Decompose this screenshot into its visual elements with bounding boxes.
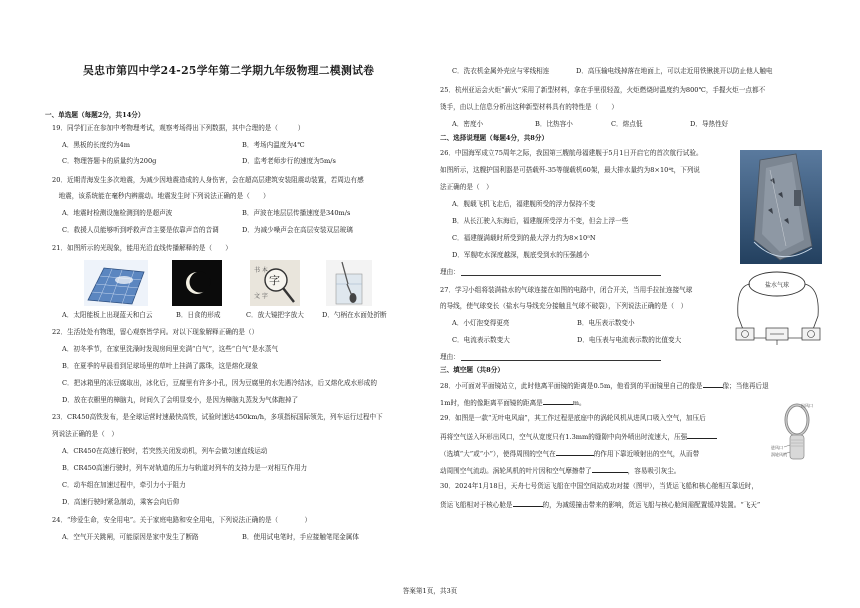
svg-text:字: 字 bbox=[269, 274, 280, 287]
q26-option-c: C．福建舰满载时所受到的最大浮力约为8×10⁵N bbox=[452, 234, 596, 242]
q28-line1-text-end: 像；当他再后退 bbox=[722, 382, 769, 390]
q30-line2-text-end: 的，为减缓撞击带来的影响，货运飞船与核心舱间需配置缓冲装置。“飞天” bbox=[542, 501, 761, 509]
spoon-in-water-image bbox=[326, 260, 372, 306]
bladeless-fan-image bbox=[770, 400, 825, 466]
q28-line2-text-end: m。 bbox=[572, 399, 586, 407]
magnifier-image bbox=[250, 260, 300, 306]
fan-outlet-label: 出风口 bbox=[801, 403, 813, 408]
q20-option-c: C．救援人员能够听到呼救声音主要是依靠声音的音调 bbox=[62, 226, 219, 234]
q26-reason-line bbox=[461, 275, 661, 276]
q19-stem: 19．同学们正在参加中考物理考试，观察考场得出下列数据，其中合理的是（ ） bbox=[52, 124, 305, 132]
section-heading-fill-blank: 三、填空题（共8分） bbox=[440, 366, 504, 374]
q27-reason-label: 理由： bbox=[440, 353, 460, 361]
q21-option-d: D．勺柄在水面处折断 bbox=[322, 311, 387, 319]
q25-stem-line1: 25．杭州亚运会火炬“薪火”采用了新型材料，拿在手里很轻盈，火炬燃烧时温度约为800℃，手握火炬一点都不 bbox=[440, 86, 766, 94]
q20-option-d: D．为减少噪声会在高层安装双层玻璃 bbox=[242, 226, 353, 234]
page-footer: 答案第1页，共3页 bbox=[402, 587, 458, 595]
q23-stem-line2: 列说法正确的是（ ） bbox=[52, 430, 118, 438]
q28-blank-1[interactable] bbox=[703, 380, 723, 388]
q29-blank-3[interactable] bbox=[592, 465, 628, 473]
q19-option-a: A．黑板的长度约为4m bbox=[62, 141, 130, 149]
q29-blank-2[interactable] bbox=[556, 448, 594, 456]
q29-line4 bbox=[440, 465, 680, 476]
q25-option-b: B．比热容小 bbox=[535, 120, 573, 128]
q24-option-a: A．空气开关跳闸，可能原因是家中发生了断路 bbox=[62, 533, 199, 541]
q26-stem-line3: 法正确的是（ ） bbox=[440, 183, 493, 191]
q26-stem-line1: 26．中国海军成立75周年之际，我国第三艘航母福建舰于5月1日开启它的首次航行试验。 bbox=[440, 149, 703, 157]
aircraft-carrier-image bbox=[740, 150, 822, 264]
svg-text:书 本: 书 本 bbox=[254, 267, 268, 274]
q19-option-c: C．物理答题卡的质量约为200g bbox=[62, 157, 157, 165]
q20-stem-line2: 地震，该系统能在毫秒内辨震动。地震发生时下列说法正确的是（ ） bbox=[52, 192, 270, 200]
q29-blank-1[interactable] bbox=[687, 431, 717, 439]
q19-option-d: D．监考老师步行的速度为5m/s bbox=[242, 157, 336, 165]
q30-line1: 30．2024年1月18日，天舟七号货运飞船在中国空间站成功对接（图甲），当货运飞船和核心舱相互靠近时， bbox=[440, 482, 758, 490]
q26-stem-line2: 如图所示，这艘护国利器是可搭载歼-35等舰载机60架，最大排水量约为8×10⁴t，下列说 bbox=[440, 166, 701, 174]
q29-line2 bbox=[440, 431, 717, 442]
q23-option-c: C．动车组在加速过程中，牵引力小于阻力 bbox=[62, 481, 186, 489]
q22-option-b: B．在夏季的早晨看到足球场里的草叶上挂满了露珠，这是熔化现象 bbox=[62, 362, 259, 370]
q22-option-c: C．把冰箱里的冻豆腐取出，冰化后，豆腐里有许多小孔，因为豆腐里的水先遇冷结冰，后又熔化成水形成的 bbox=[62, 379, 377, 387]
q28-line2 bbox=[440, 397, 586, 408]
fan-motor-label: 涡轮风机 bbox=[771, 452, 787, 457]
q27-option-c: C．电流表示数变大 bbox=[452, 336, 510, 344]
q25-stem-line2: 烫手，由以上信息分析出这种新型材料具有的特性是（ ） bbox=[440, 103, 619, 111]
q23-stem-line1: 23．CR450高铁发布，是全球运营时速最快高铁，试验时速达450km/h，多项指标国际领先，列车运行过程中下 bbox=[52, 413, 383, 421]
q22-option-d: D．放在衣橱里的樟脑丸，时间久了会明显变小，是因为樟脑丸蒸发为气体跑掉了 bbox=[62, 396, 299, 404]
q30-line2 bbox=[440, 499, 760, 510]
q25-option-c: C．熔点低 bbox=[611, 120, 643, 128]
q30-blank-1[interactable] bbox=[513, 499, 543, 507]
balloon-circuit-diagram bbox=[730, 266, 825, 346]
q23-option-b: B．CR450高速行驶时，列车对轨道的压力与轨道对列车的支持力是一对相互作用力 bbox=[62, 464, 308, 472]
q29-line4-text: 动周围空气流动。涡轮风机的叶片因和空气摩擦带了 bbox=[440, 467, 592, 475]
q28-blank-2[interactable] bbox=[543, 397, 573, 405]
section-heading-choice-reason: 二、选择说理题（每题4分，共8分） bbox=[440, 134, 549, 142]
q25-option-a: A．密度小 bbox=[452, 120, 484, 128]
solar-panel-image bbox=[84, 260, 148, 306]
q27-stem-line2: 的导线，使气球变长（盐水与导线充分接触且气球不破裂），下列说法正确的是（ ） bbox=[440, 302, 688, 310]
q24-option-c: C．洗衣机金属外壳应与零线相连 bbox=[452, 67, 550, 75]
q27-option-d: D．电压表与电流表示数的比值变大 bbox=[577, 336, 682, 344]
q20-option-b: B．声波在地层层传播速度是340m/s bbox=[242, 209, 351, 217]
q26-option-a: A．舰载飞机飞走后，福建舰所受的浮力保持不变 bbox=[452, 200, 596, 208]
q21-option-c: C．放大镜把字放大 bbox=[246, 311, 304, 319]
q29-line2-text: 再将空气送入环形出风口，空气从宽度只有1.3mm的缝隙中向外喷出时流速大，压强 bbox=[440, 433, 688, 441]
q19-option-b: B．考场内温度为4℃ bbox=[242, 141, 305, 149]
q22-option-a: A．初冬季节，在家里洗澡时发现房间里充满“白气”，这些“白气”是水蒸气 bbox=[62, 345, 279, 353]
q23-option-d: D．高速行驶时紧急制动，乘客会向后仰 bbox=[62, 498, 180, 506]
q26-option-d: D．军舰吃水深度越深，舰底受到水的压强越小 bbox=[452, 251, 590, 259]
q23-option-a: A．CR450在高速行驶时，若突然关闭发动机，列车会做匀速直线运动 bbox=[62, 447, 268, 455]
q20-option-a: A．地震时检测设施检测到的是超声波 bbox=[62, 209, 173, 217]
q29-line4-text-end: ，容易吸引灰尘。 bbox=[627, 467, 681, 475]
q29-line3 bbox=[440, 448, 699, 459]
q29-line3-text-end: 的作用下靠近喷射出的空气，从而带 bbox=[593, 450, 700, 458]
q28-line2-text: 1m时，他的像距离平面镜的距离是 bbox=[440, 399, 543, 407]
q22-stem: 22．生活处处有物理，留心观察皆学问。对以下现象解释正确的是（） bbox=[52, 328, 259, 336]
q30-line2-text: 货运飞船相对于核心舱是 bbox=[440, 501, 513, 509]
q26-reason-label: 理由： bbox=[440, 268, 460, 276]
q21-option-a: A．太阳能板上出现蓝天和白云 bbox=[62, 311, 153, 319]
q29-line3-text: （选填“大”或“小”），使得周围的空气在 bbox=[440, 450, 556, 458]
q27-option-a: A．小灯泡变得更亮 bbox=[452, 319, 510, 327]
q29-line1: 29．如图是一款“无叶电风扇”，其工作过程是底座中的涡轮风机从进风口吸入空气，加压后 bbox=[440, 414, 706, 422]
q26-option-b: B．从长江驶入东海后，福建舰所受浮力不变，但会上浮一些 bbox=[452, 217, 629, 225]
q27-reason-line bbox=[461, 360, 661, 361]
section-heading-single-choice: 一、单选题（每题2分，共14分） bbox=[45, 111, 145, 119]
q25-option-d: D．导热性好 bbox=[690, 120, 729, 128]
fan-inlet-label: 进风口 bbox=[771, 445, 783, 450]
q28-line1-text: 28．小可面对平面镜站立，此时他离平面镜的距离是0.5m，他看到的平面镜里自己的像是 bbox=[440, 382, 703, 390]
solar-eclipse-image bbox=[172, 260, 222, 306]
q24-option-d: D．高压输电线掉落在地面上，可以走近用铁锹挑开以防止他人触电 bbox=[576, 67, 773, 75]
q27-option-b: B．电压表示数变小 bbox=[577, 319, 635, 327]
q20-stem-line1: 20．近期青海发生多次地震，为减少因地震造成的人身伤害，会在超高层建筑安装阻震动装置，若周边有感 bbox=[52, 176, 364, 184]
svg-text:文 字: 文 字 bbox=[254, 293, 268, 300]
q24-stem: 24．“珍爱生命，安全用电”。关于家庭电路和安全用电，下列说法正确的是（ ） bbox=[52, 516, 312, 524]
q21-stem: 21．如图所示的光现象，能用光沿直线传播解释的是（ ） bbox=[52, 244, 232, 252]
q24-option-b: B．使用试电笔时，手应接触笔尾金属体 bbox=[242, 533, 359, 541]
q28-line1 bbox=[440, 380, 769, 391]
page-title: 吴忠市第四中学24-25学年第二学期九年级物理二模测试卷 bbox=[83, 64, 375, 77]
q21-option-b: B．日食的形成 bbox=[176, 311, 221, 319]
q27-stem-line1: 27．学习小组将装满盐水的气球连接在如图的电路中，闭合开关，当用手拉扯连接气球 bbox=[440, 286, 693, 294]
balloon-label: 盐水气球 bbox=[765, 282, 790, 289]
